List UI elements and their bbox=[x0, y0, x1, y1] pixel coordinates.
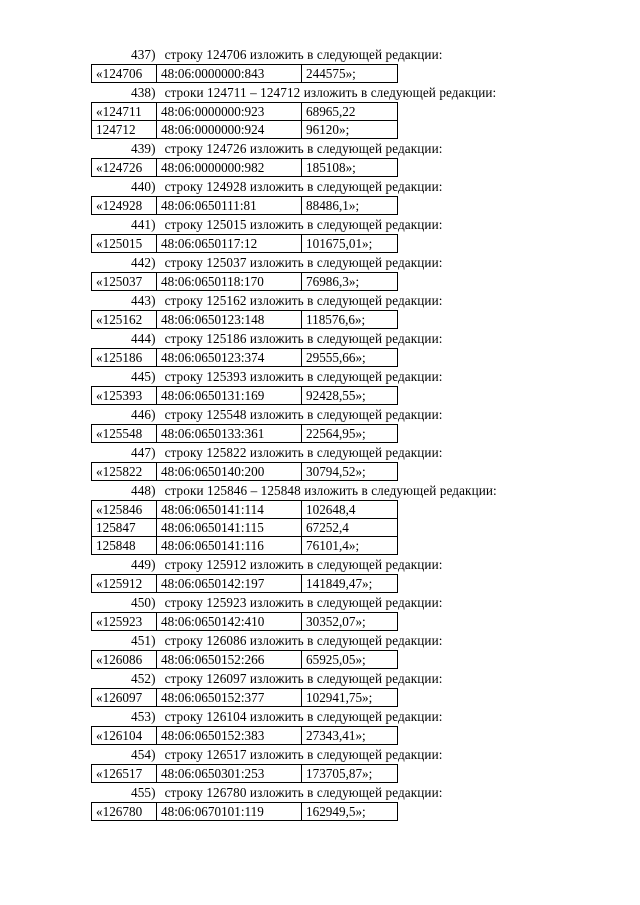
amendment-text: строку 126517 изложить в следующей редакции: bbox=[164, 747, 443, 762]
amendment-heading bbox=[0, 593, 640, 612]
value-cell: 27343,41»; bbox=[302, 727, 398, 745]
amendment-number: 449) bbox=[131, 557, 156, 572]
amendment-number: 450) bbox=[131, 595, 156, 610]
amendment-table bbox=[91, 424, 398, 443]
cadastral-number-cell: 48:06:0650152:383 bbox=[157, 727, 302, 745]
value-cell: 244575»; bbox=[302, 65, 398, 83]
table-row bbox=[92, 651, 398, 669]
row-number-cell: «125923 bbox=[92, 613, 157, 631]
amendment-text: строку 125037 изложить в следующей редакции: bbox=[164, 255, 443, 270]
table-row bbox=[92, 387, 398, 405]
amendment-text: строку 126097 изложить в следующей редакции: bbox=[164, 671, 443, 686]
cadastral-number-cell: 48:06:0650131:169 bbox=[157, 387, 302, 405]
row-number-cell: «125822 bbox=[92, 463, 157, 481]
amendment-table bbox=[91, 462, 398, 481]
row-number-cell: «125548 bbox=[92, 425, 157, 443]
table-row bbox=[92, 613, 398, 631]
amendment-heading bbox=[0, 329, 640, 348]
cadastral-number-cell: 48:06:0670101:119 bbox=[157, 803, 302, 821]
amendment-table bbox=[91, 272, 398, 291]
table-row bbox=[92, 121, 398, 139]
row-number-cell: «125186 bbox=[92, 349, 157, 367]
value-cell: 102648,4 bbox=[302, 501, 398, 519]
amendment-text: строку 125186 изложить в следующей редакции: bbox=[164, 331, 443, 346]
cadastral-number-cell: 48:06:0000000:843 bbox=[157, 65, 302, 83]
amendment-table bbox=[91, 688, 398, 707]
amendment-text: строку 124706 изложить в следующей редакции: bbox=[164, 47, 443, 62]
value-cell: 65925,05»; bbox=[302, 651, 398, 669]
amendment-text: строку 125923 изложить в следующей редакции: bbox=[164, 595, 443, 610]
cadastral-number-cell: 48:06:0650142:197 bbox=[157, 575, 302, 593]
table-row bbox=[92, 689, 398, 707]
row-number-cell: «124711 bbox=[92, 103, 157, 121]
amendment-heading bbox=[0, 177, 640, 196]
amendment-text: строку 125162 изложить в следующей редакции: bbox=[164, 293, 443, 308]
row-number-cell: «124928 bbox=[92, 197, 157, 215]
amendment-table bbox=[91, 234, 398, 253]
row-number-cell: 124712 bbox=[92, 121, 157, 139]
table-row bbox=[92, 425, 398, 443]
value-cell: 67252,4 bbox=[302, 519, 398, 537]
amendment-number: 447) bbox=[131, 445, 156, 460]
amendment-heading bbox=[0, 139, 640, 158]
table-row bbox=[92, 463, 398, 481]
document-page bbox=[0, 45, 640, 821]
amendment-table bbox=[91, 650, 398, 669]
amendment-table bbox=[91, 348, 398, 367]
table-row bbox=[92, 103, 398, 121]
row-number-cell: «125393 bbox=[92, 387, 157, 405]
cadastral-number-cell: 48:06:0000000:924 bbox=[157, 121, 302, 139]
amendment-heading bbox=[0, 215, 640, 234]
amendment-number: 455) bbox=[131, 785, 156, 800]
amendment-text: строку 125548 изложить в следующей редакции: bbox=[164, 407, 443, 422]
amendment-heading bbox=[0, 83, 640, 102]
cadastral-number-cell: 48:06:0650141:116 bbox=[157, 537, 302, 555]
amendment-heading bbox=[0, 745, 640, 764]
table-row bbox=[92, 501, 398, 519]
amendment-number: 441) bbox=[131, 217, 156, 232]
table-row bbox=[92, 159, 398, 177]
amendment-text: строки 125846 – 125848 изложить в следующей редакции: bbox=[164, 483, 497, 498]
table-row bbox=[92, 765, 398, 783]
cadastral-number-cell: 48:06:0650123:148 bbox=[157, 311, 302, 329]
cadastral-number-cell: 48:06:0650301:253 bbox=[157, 765, 302, 783]
amendment-heading bbox=[0, 253, 640, 272]
amendment-number: 452) bbox=[131, 671, 156, 686]
amendment-number: 439) bbox=[131, 141, 156, 156]
table-row bbox=[92, 311, 398, 329]
amendment-text: строку 125912 изложить в следующей редакции: bbox=[164, 557, 443, 572]
row-number-cell: «126086 bbox=[92, 651, 157, 669]
cadastral-number-cell: 48:06:0000000:982 bbox=[157, 159, 302, 177]
value-cell: 102941,75»; bbox=[302, 689, 398, 707]
row-number-cell: «126517 bbox=[92, 765, 157, 783]
amendment-table bbox=[91, 500, 398, 555]
value-cell: 141849,47»; bbox=[302, 575, 398, 593]
value-cell: 101675,01»; bbox=[302, 235, 398, 253]
amendment-number: 448) bbox=[131, 483, 156, 498]
table-row bbox=[92, 273, 398, 291]
amendment-number: 451) bbox=[131, 633, 156, 648]
cadastral-number-cell: 48:06:0650152:377 bbox=[157, 689, 302, 707]
row-number-cell: «124706 bbox=[92, 65, 157, 83]
amendment-table bbox=[91, 386, 398, 405]
cadastral-number-cell: 48:06:0650140:200 bbox=[157, 463, 302, 481]
cadastral-number-cell: 48:06:0650117:12 bbox=[157, 235, 302, 253]
value-cell: 92428,55»; bbox=[302, 387, 398, 405]
value-cell: 96120»; bbox=[302, 121, 398, 139]
value-cell: 22564,95»; bbox=[302, 425, 398, 443]
amendment-number: 442) bbox=[131, 255, 156, 270]
table-row bbox=[92, 803, 398, 821]
cadastral-number-cell: 48:06:0650141:115 bbox=[157, 519, 302, 537]
amendment-number: 453) bbox=[131, 709, 156, 724]
row-number-cell: «125015 bbox=[92, 235, 157, 253]
value-cell: 118576,6»; bbox=[302, 311, 398, 329]
amendment-text: строку 126780 изложить в следующей редакции: bbox=[164, 785, 443, 800]
table-row bbox=[92, 235, 398, 253]
table-row bbox=[92, 349, 398, 367]
amendment-table bbox=[91, 574, 398, 593]
amendment-table bbox=[91, 802, 398, 821]
amendment-number: 446) bbox=[131, 407, 156, 422]
row-number-cell: 125848 bbox=[92, 537, 157, 555]
amendment-table bbox=[91, 310, 398, 329]
table-row bbox=[92, 727, 398, 745]
value-cell: 29555,66»; bbox=[302, 349, 398, 367]
amendment-heading bbox=[0, 367, 640, 386]
table-row bbox=[92, 537, 398, 555]
amendment-heading bbox=[0, 405, 640, 424]
table-row bbox=[92, 197, 398, 215]
amendment-heading bbox=[0, 555, 640, 574]
value-cell: 76101,4»; bbox=[302, 537, 398, 555]
row-number-cell: «126104 bbox=[92, 727, 157, 745]
amendment-text: строку 125822 изложить в следующей редакции: bbox=[164, 445, 443, 460]
amendment-table bbox=[91, 158, 398, 177]
amendment-text: строку 126104 изложить в следующей редакции: bbox=[164, 709, 443, 724]
amendment-text: строку 125393 изложить в следующей редакции: bbox=[164, 369, 443, 384]
row-number-cell: «124726 bbox=[92, 159, 157, 177]
value-cell: 185108»; bbox=[302, 159, 398, 177]
cadastral-number-cell: 48:06:0000000:923 bbox=[157, 103, 302, 121]
cadastral-number-cell: 48:06:0650141:114 bbox=[157, 501, 302, 519]
amendment-heading bbox=[0, 783, 640, 802]
amendment-text: строку 124928 изложить в следующей редакции: bbox=[164, 179, 443, 194]
amendment-text: строки 124711 – 124712 изложить в следующей редакции: bbox=[164, 85, 497, 100]
amendment-number: 454) bbox=[131, 747, 156, 762]
amendment-table bbox=[91, 612, 398, 631]
cadastral-number-cell: 48:06:0650142:410 bbox=[157, 613, 302, 631]
amendment-table bbox=[91, 64, 398, 83]
amendment-number: 438) bbox=[131, 85, 156, 100]
amendment-table bbox=[91, 102, 398, 139]
amendment-text: строку 126086 изложить в следующей редакции: bbox=[164, 633, 443, 648]
amendment-heading bbox=[0, 707, 640, 726]
table-row bbox=[92, 519, 398, 537]
amendment-number: 445) bbox=[131, 369, 156, 384]
cadastral-number-cell: 48:06:0650123:374 bbox=[157, 349, 302, 367]
value-cell: 173705,87»; bbox=[302, 765, 398, 783]
value-cell: 68965,22 bbox=[302, 103, 398, 121]
amendment-text: строку 124726 изложить в следующей редакции: bbox=[164, 141, 443, 156]
amendment-number: 440) bbox=[131, 179, 156, 194]
amendment-number: 443) bbox=[131, 293, 156, 308]
row-number-cell: «125846 bbox=[92, 501, 157, 519]
cadastral-number-cell: 48:06:0650118:170 bbox=[157, 273, 302, 291]
cadastral-number-cell: 48:06:0650111:81 bbox=[157, 197, 302, 215]
amendment-number: 437) bbox=[131, 47, 156, 62]
table-row bbox=[92, 65, 398, 83]
amendment-heading bbox=[0, 45, 640, 64]
row-number-cell: «125037 bbox=[92, 273, 157, 291]
value-cell: 76986,3»; bbox=[302, 273, 398, 291]
row-number-cell: «126097 bbox=[92, 689, 157, 707]
value-cell: 30794,52»; bbox=[302, 463, 398, 481]
amendment-table bbox=[91, 726, 398, 745]
row-number-cell: «126780 bbox=[92, 803, 157, 821]
amendment-text: строку 125015 изложить в следующей редакции: bbox=[164, 217, 443, 232]
table-row bbox=[92, 575, 398, 593]
amendment-heading bbox=[0, 669, 640, 688]
amendment-heading bbox=[0, 291, 640, 310]
cadastral-number-cell: 48:06:0650133:361 bbox=[157, 425, 302, 443]
row-number-cell: «125162 bbox=[92, 311, 157, 329]
cadastral-number-cell: 48:06:0650152:266 bbox=[157, 651, 302, 669]
amendment-number: 444) bbox=[131, 331, 156, 346]
amendment-table bbox=[91, 196, 398, 215]
amendment-heading bbox=[0, 481, 640, 500]
amendment-table bbox=[91, 764, 398, 783]
row-number-cell: «125912 bbox=[92, 575, 157, 593]
row-number-cell: 125847 bbox=[92, 519, 157, 537]
amendment-heading bbox=[0, 443, 640, 462]
value-cell: 88486,1»; bbox=[302, 197, 398, 215]
amendment-heading bbox=[0, 631, 640, 650]
value-cell: 162949,5»; bbox=[302, 803, 398, 821]
value-cell: 30352,07»; bbox=[302, 613, 398, 631]
